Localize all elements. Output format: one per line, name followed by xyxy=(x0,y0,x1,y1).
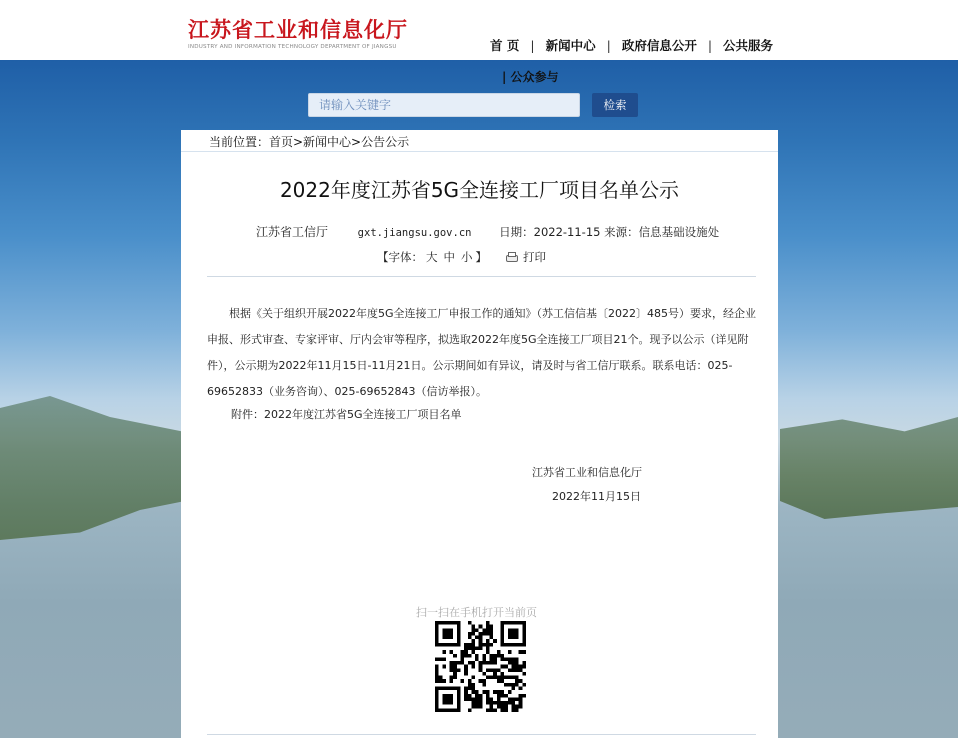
font-size-large[interactable]: 大 xyxy=(426,250,438,264)
font-label-close: 】 xyxy=(475,250,487,264)
divider xyxy=(207,276,756,277)
print-icon[interactable] xyxy=(505,252,517,262)
nav-public-participation[interactable]: | 公众参与 xyxy=(502,70,559,84)
signature-date: 2022年11月15日 xyxy=(552,490,641,503)
search-input[interactable] xyxy=(308,93,580,117)
search-button[interactable]: 检索 xyxy=(592,93,638,117)
nav-news-center[interactable]: 新闻中心 xyxy=(545,38,596,53)
article-body xyxy=(207,301,759,405)
divider xyxy=(207,734,756,735)
breadcrumb[interactable]: 当前位置：首页>新闻中心>公告公示 xyxy=(209,135,410,149)
divider xyxy=(181,151,778,152)
site-url: gxt.jiangsu.gov.cn xyxy=(357,227,472,239)
nav-gov-info[interactable]: 政府信息公开 xyxy=(621,38,697,53)
landscape-right xyxy=(780,405,958,525)
source-site: 江苏省工信厅 xyxy=(256,225,329,239)
article-paragraph: 根据《关于组织开展2022年度5G全连接工厂申报工作的通知》（苏工信信基〔2022〕485号）要求，经企业申报、形式审查、专家评审、厅内会审等程序，拟选取2022年度5G全连接工厂项目21个。现予以公示（详见附件），公示期为2022年11月15日-11月21日。公示期间如有异议，请及时与省工信厅联系。联系电话：025-69652833（业务咨询）、025-69652843（信访举报）。 xyxy=(207,307,757,398)
site-logo-english: INDUSTRY AND INFORMATION TECHNOLOGY DEPARTMENT OF JIANGSU xyxy=(188,44,397,50)
qr-code xyxy=(435,621,526,712)
print-button[interactable]: 打印 xyxy=(523,250,546,264)
nav-home[interactable]: 首 页 xyxy=(490,38,520,53)
article-container xyxy=(181,130,778,738)
site-logo[interactable]: 江苏省工业和信息化厅 xyxy=(188,18,408,42)
date-source: 日期：2022-11-15 来源：信息基础设施处 xyxy=(499,225,720,239)
landscape-left xyxy=(0,390,200,540)
nav-separator: | xyxy=(707,37,713,53)
attachment-link[interactable]: 附件：2022年度江苏省5G全连接工厂项目名单 xyxy=(231,408,462,421)
font-size-small[interactable]: 小 xyxy=(461,250,473,264)
nav-public-services[interactable]: 公共服务 xyxy=(723,38,774,53)
site-header xyxy=(0,0,958,60)
nav-separator: | xyxy=(606,37,611,53)
font-label: 【字体： xyxy=(377,250,423,264)
article-meta xyxy=(256,223,719,240)
nav-separator: | xyxy=(530,37,535,53)
signature-org: 江苏省工业和信息化厅 xyxy=(532,466,642,479)
main-nav xyxy=(490,36,773,54)
qr-caption: 扫一扫在手机打开当前页 xyxy=(416,606,537,619)
page-title: 2022年度江苏省5G全连接工厂项目名单公示 xyxy=(279,178,680,202)
font-size-controls xyxy=(377,249,546,265)
font-size-medium[interactable]: 中 xyxy=(443,250,455,264)
